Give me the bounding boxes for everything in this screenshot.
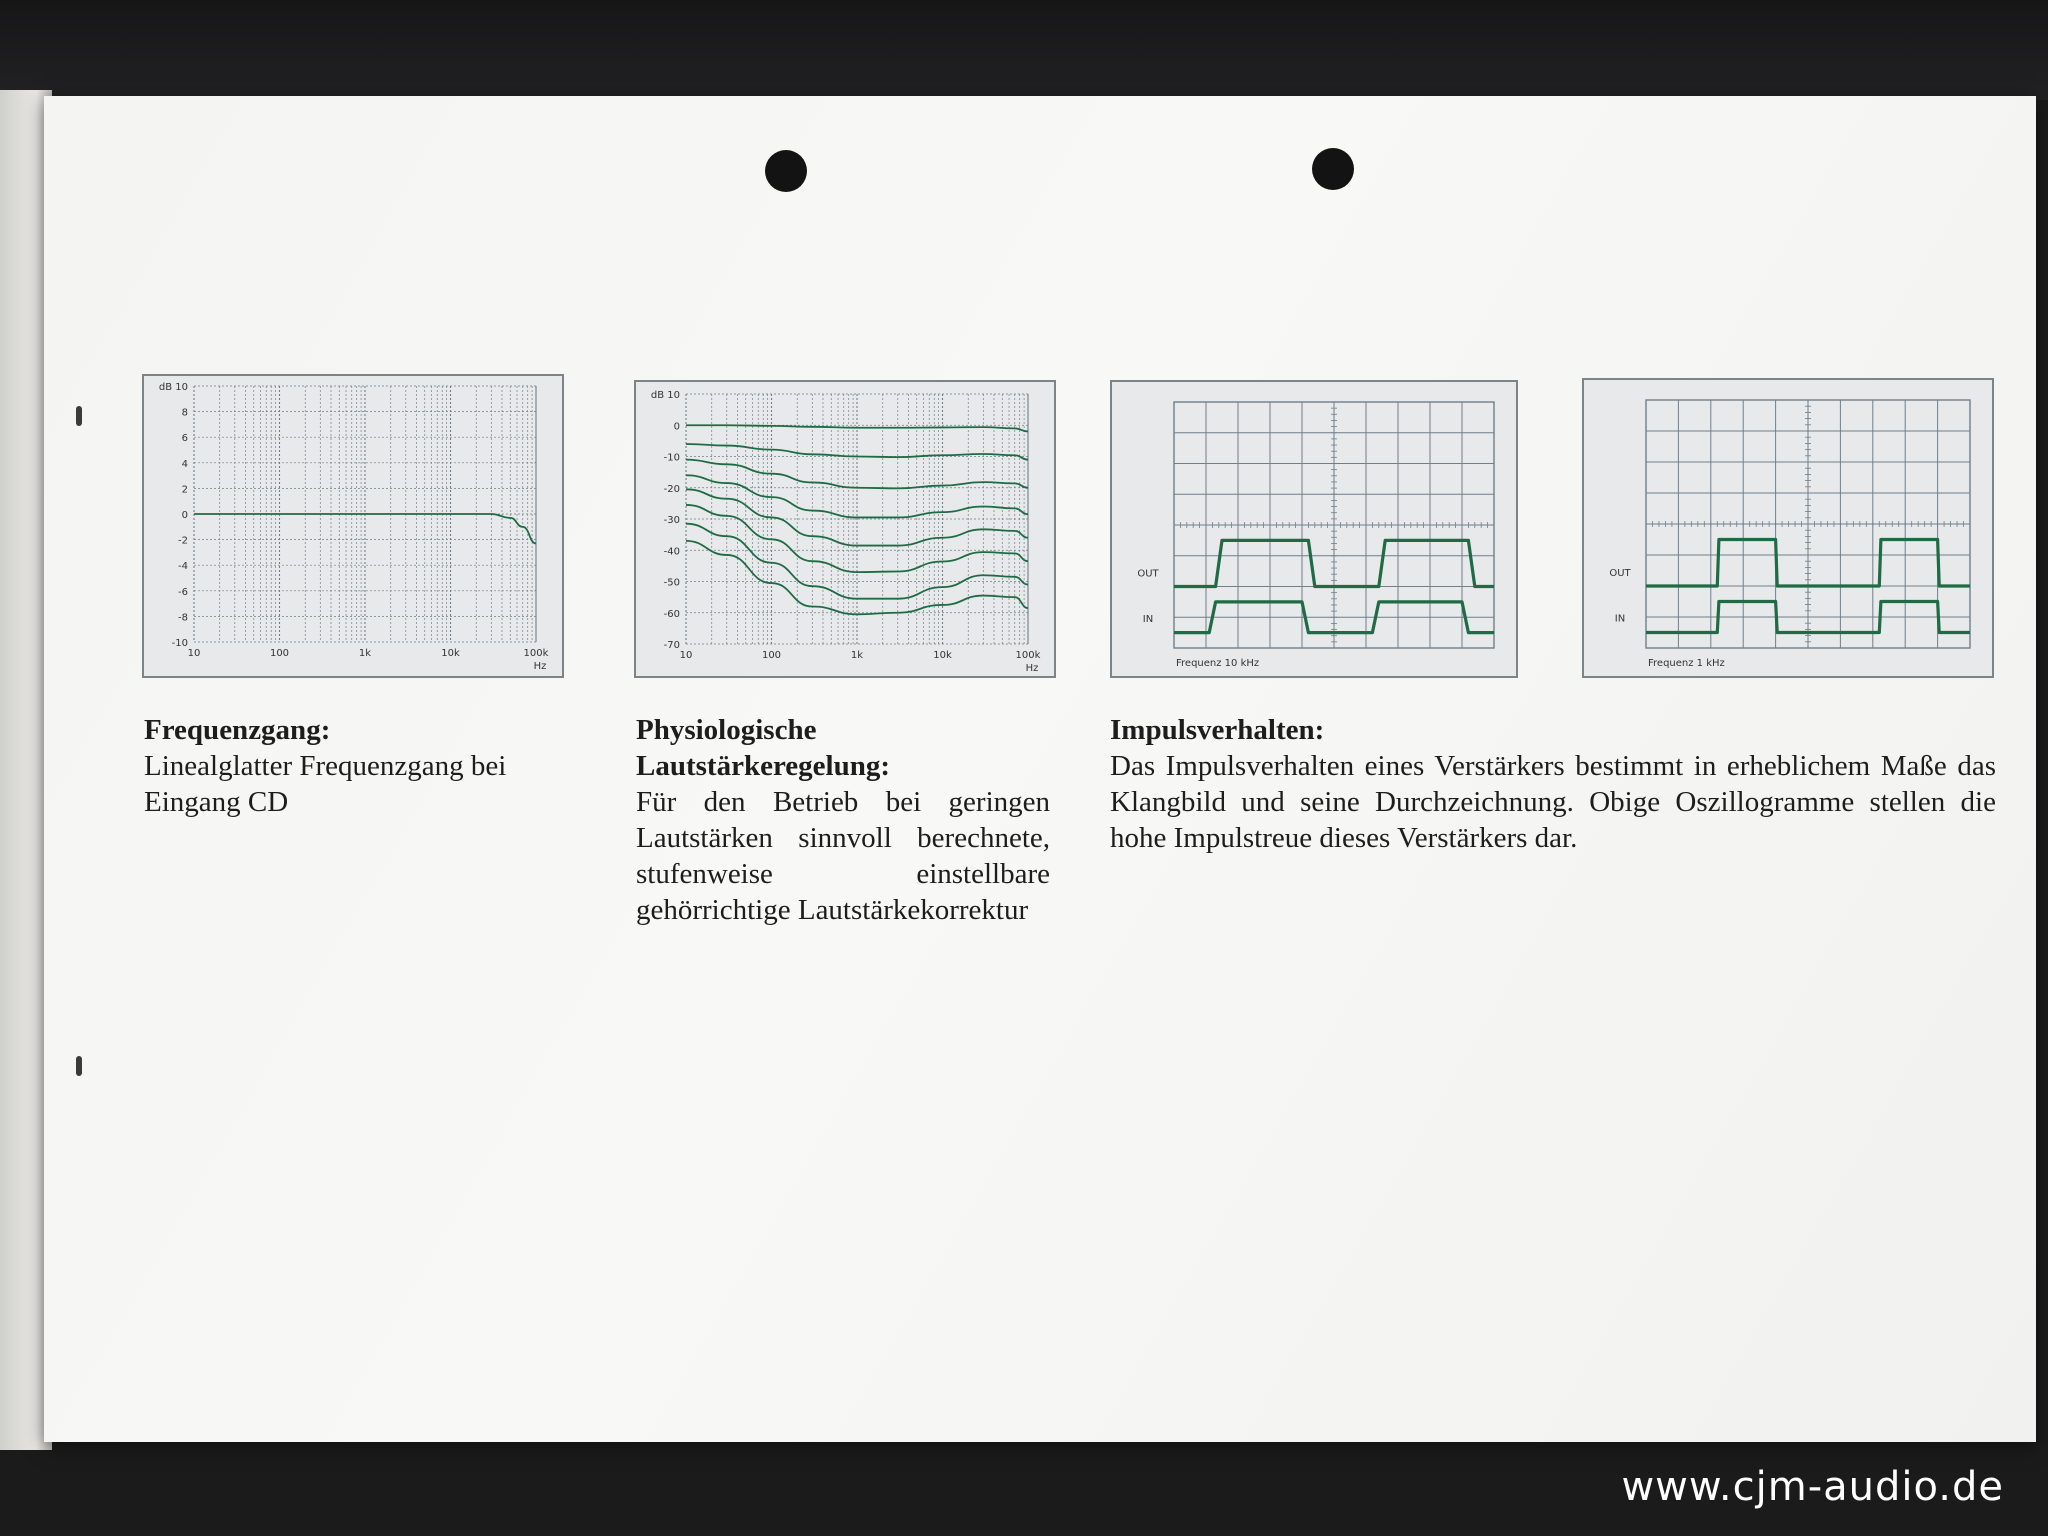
loudness-heading-line2: Lautstärkeregelung: (636, 750, 891, 782)
frequency-caption (144, 712, 576, 820)
loudness-contour-chart (634, 380, 1056, 678)
channel-label-in: IN (1142, 613, 1154, 625)
y-tick-label: -40 (663, 546, 680, 558)
y-tick-label: 6 (181, 433, 188, 445)
x-tick-label: 10k (933, 650, 952, 661)
y-tick-label: 2 (181, 484, 188, 496)
loudness-heading-line1: Physiologische (636, 714, 817, 746)
y-tick-label: 4 (181, 458, 188, 470)
watermark: www.cjm-audio.de (1621, 1464, 2004, 1510)
channel-label-in: IN (1614, 613, 1626, 625)
x-tick-label: 1k (850, 650, 864, 661)
impulse-body: Das Impulsverhalten eines Verstärkers bestimmt in erheblichem Maße das Klangbild und seine Durchzeichnung. Obige Oszillogramme stellen die hohe Impulstreue dieses Verstärkers dar. (1110, 750, 1996, 854)
y-tick-label: -30 (663, 515, 680, 526)
y-tick-label: 0 (181, 510, 188, 521)
y-tick-label: -10 (171, 638, 188, 649)
x-unit-label: Hz (1025, 663, 1039, 674)
frequency-response-plot (144, 376, 562, 676)
oscillogram-1khz-plot (1584, 380, 1992, 676)
frequency-response-chart (142, 374, 564, 678)
oscillogram-10khz-plot (1112, 382, 1516, 676)
punch-hole (765, 150, 807, 192)
scope-caption: Frequenz 10 kHz (1176, 658, 1260, 669)
x-tick-label: 10 (679, 650, 693, 661)
loudness-body: Für den Betrieb bei geringen Lautstärken sinnvoll berechnete, stufenweise einstellbare gehörrichtige Lautstärkekorrektur (636, 786, 1050, 926)
y-tick-label: -10 (663, 452, 680, 464)
impulse-heading: Impulsverhalten: (1110, 714, 1325, 746)
frequency-body: Linealglatter Frequenzgang bei Eingang CD (144, 750, 507, 818)
y-tick-label: dB 10 (650, 390, 680, 401)
scope-caption: Frequenz 1 kHz (1648, 658, 1725, 669)
loudness-caption (636, 712, 1050, 928)
x-tick-label: 100 (269, 648, 290, 659)
channel-label-out: OUT (1609, 568, 1631, 579)
y-tick-label: -50 (663, 577, 680, 589)
x-tick-label: 10k (441, 648, 460, 659)
impulse-caption (1110, 712, 1996, 856)
staple (76, 1056, 82, 1076)
y-tick-label: 0 (673, 421, 680, 433)
background-top (0, 0, 2048, 100)
x-tick-label: 100k (523, 648, 549, 659)
oscillogram-10khz-panel (1110, 380, 1518, 678)
frequency-heading: Frequenzgang: (144, 714, 331, 746)
y-tick-label: -4 (178, 561, 188, 573)
x-unit-label: Hz (533, 661, 547, 672)
y-tick-label: -60 (663, 608, 680, 620)
brochure-page (44, 96, 2036, 1442)
y-tick-label: -20 (663, 483, 680, 495)
loudness-contour-plot (636, 382, 1054, 676)
channel-label-out: OUT (1137, 568, 1159, 580)
x-tick-label: 100k (1015, 650, 1041, 661)
oscillogram-1khz-panel (1582, 378, 1994, 678)
x-tick-label: 100 (761, 650, 782, 661)
x-tick-label: 10 (187, 648, 201, 659)
y-tick-label: 8 (181, 407, 188, 419)
y-tick-label: dB 10 (158, 382, 188, 393)
y-tick-label: -6 (178, 586, 188, 598)
x-tick-label: 1k (358, 648, 372, 659)
y-tick-label: -8 (178, 612, 188, 624)
punch-hole (1312, 148, 1354, 190)
y-tick-label: -2 (178, 535, 188, 547)
staple (76, 406, 82, 426)
y-tick-label: -70 (663, 640, 680, 651)
